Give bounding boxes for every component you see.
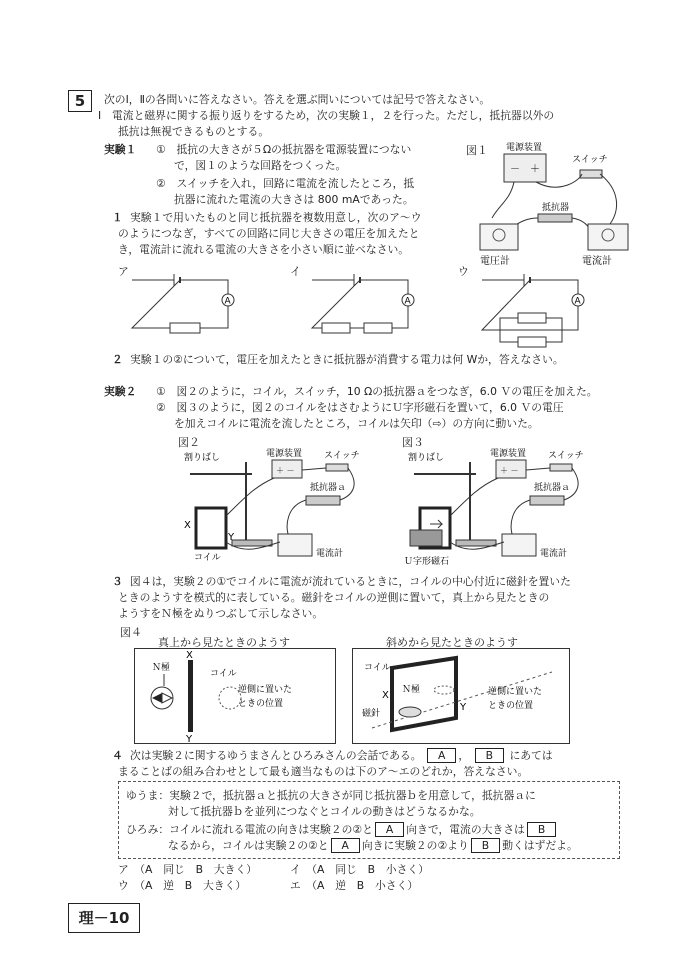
circuit-a-ammeter: A: [224, 296, 231, 307]
dialog-hiromi-l1a: ひろみ：コイルに流れる電流の向きは実験２の②と: [126, 823, 373, 836]
fig3-title: 図３: [402, 436, 424, 449]
fig4-top-y: Y: [186, 734, 193, 744]
dialog-hiromi-l1b: 向きで，電流の大きさは: [406, 823, 525, 836]
dialog-hiromi-line2: [168, 838, 578, 853]
q1-line3: き，電流計に流れる電流の大きさを小さい順に並べなさい。: [118, 243, 410, 256]
circuit-a: [120, 268, 240, 338]
page-footer: 理－10: [68, 903, 140, 933]
fig4-side-opposite-l2: ときの位置: [488, 701, 534, 711]
question-number: 5: [68, 90, 92, 112]
fig4-top-coil: コイル: [210, 669, 237, 679]
svg-text:＋ －: ＋ －: [276, 466, 295, 475]
dialog-box-b2: B: [471, 838, 500, 853]
choice-e: エ （A 逆 B 小さく）: [290, 879, 419, 892]
q3-line1: 図４は，実験２の①でコイルに電流が流れているときに，コイルの中心付近に磁針を置いた: [130, 575, 571, 588]
fig1-circuit: [470, 140, 640, 270]
choice-i: イ （A 同じ B 小さく）: [290, 863, 429, 876]
exp1-step2-line1: ② スイッチを入れ，回路に電流を流したところ，抵: [156, 177, 415, 190]
circuit-a-label: ア: [118, 265, 129, 278]
fig4-side-npole: Ｎ極: [402, 685, 421, 695]
circuit-i: [300, 268, 420, 338]
fig4-side-caption: 斜めから見たときのようす: [386, 636, 518, 649]
exp1-step1-line2: で，図１のような回路をつくった。: [174, 159, 347, 172]
choice-a: ア （A 同じ B 大きく）: [118, 863, 257, 876]
fig2-clip-label: 割りばし: [184, 453, 221, 463]
circuit-i-label: イ: [290, 265, 301, 278]
fig4-side-view: [352, 648, 570, 744]
fig2-power-label: 電源装置: [266, 449, 303, 459]
choice-u: ウ （A 逆 B 大きく）: [118, 879, 247, 892]
q3-number: ３: [112, 575, 123, 588]
fig4-top-caption: 真上から見たときのようす: [158, 636, 290, 649]
fig4-side-x: X: [382, 690, 389, 701]
dialog-box-a2: A: [331, 838, 360, 853]
fig3-clip-label: 割りばし: [408, 453, 445, 463]
exp2-step2-line1: ② 図３のように，図２のコイルをはさむようにＵ字形磁石を置いて，6.0 Ｖの電圧: [156, 401, 564, 414]
fig1-ammeter-label: 電流計: [582, 256, 612, 267]
dialog-yuma-line2: 対して抵抗器ｂを並列につなぐとコイルの動きはどうなるかな。: [168, 805, 481, 818]
fig4-side-opposite-l1: 逆側に置いた: [488, 687, 543, 697]
dialog-hiromi-l2b: 向きに実験２の②より: [361, 839, 469, 852]
fig1-plus: ＋: [530, 164, 540, 175]
dialog-hiromi-l2a: なるから，コイルは実験２の②と: [168, 839, 329, 852]
dialog-hiromi-line1: [126, 822, 558, 837]
fig4-top-view: [134, 648, 336, 744]
exp1-step1-line1: ① 抵抗の大きさが５Ωの抵抗器を電源装置につない: [156, 143, 412, 156]
fig2-x: X: [184, 520, 191, 531]
fig1-voltmeter-label: 電圧計: [480, 256, 510, 267]
fig3-apparatus: [400, 446, 600, 570]
fig4-top-npole: Ｎ極: [152, 663, 171, 673]
fig4-top-x: X: [186, 650, 193, 661]
fig2-y: Y: [228, 532, 235, 543]
fig1-voltmeter: [480, 224, 518, 250]
part1-line2: 抵抗は無視できるものとする。: [118, 125, 270, 138]
fig1-title: 図１: [466, 144, 488, 157]
fig3-ammeter-label: 電流計: [540, 549, 568, 559]
fig1-wire1: [492, 182, 514, 218]
q4-line1: [130, 748, 553, 763]
fig2-ammeter-label: 電流計: [316, 549, 344, 559]
dialog-hiromi-l2c: 動くはずだよ。: [502, 839, 578, 852]
q4-line1-end: にあては: [509, 749, 553, 762]
q1-line1: 実験１で用いたものと同じ抵抗器を複数用意し，次のア～ウ: [130, 211, 422, 224]
q4-number: ４: [112, 749, 123, 762]
q3-line3: ようすをＮ極をぬりつぶして示しなさい。: [118, 607, 324, 620]
fig1-power-label: 電源装置: [506, 143, 543, 153]
fig1-resistor-label: 抵抗器: [542, 203, 570, 213]
circuit-i-ammeter: A: [404, 296, 411, 307]
fig3-u-magnet: [410, 530, 442, 546]
svg-text:＋ －: ＋ －: [500, 466, 519, 475]
dialog-box-a1: A: [375, 822, 404, 837]
fig1-ammeter: [588, 224, 628, 250]
q4-box-a: A: [427, 748, 456, 763]
q2-number: ２: [112, 353, 123, 366]
fig4-side-compass-label: 磁針: [362, 709, 381, 719]
circuit-u: [470, 268, 590, 348]
fig4-top-opposite-l2: ときの位置: [238, 699, 284, 709]
fig3-power-label: 電源装置: [490, 449, 527, 459]
fig1-minus: －: [510, 164, 520, 175]
fig3-arrow: [430, 520, 442, 528]
q3-line2: ときのようすを模式的に表している。磁針をコイルの逆側に置いて，真上から見たときの: [118, 591, 550, 604]
fig1-switch-label: スイッチ: [572, 155, 608, 165]
intro-text: 次のⅠ，Ⅱの各問いに答えなさい。答えを選ぶ問いについては記号で答えなさい。: [104, 93, 491, 106]
fig4-top-opposite-l1: 逆側に置いた: [238, 685, 293, 695]
q1-line2: のようにつなぎ，すべての回路に同じ大きさの電圧を加えたと: [118, 227, 420, 240]
fig2-switch-label: スイッチ: [324, 451, 360, 461]
circuit-u-ammeter: A: [574, 296, 581, 307]
dialog-box-b1: B: [527, 822, 556, 837]
fig4-title: 図４: [120, 626, 142, 639]
exp2-step2-line2: を加えコイルに電流を流したところ，コイルは矢印（⇨）の方向に動いた。: [174, 417, 539, 430]
circuit-u-label: ウ: [458, 265, 469, 278]
fig2-apparatus: [176, 446, 376, 570]
dialog-yuma-line1: ゆうま：実験２で，抵抗器ａと抵抗の大きさが同じ抵抗器ｂを用意して，抵抗器ａに: [126, 789, 536, 802]
q4-line1-text: 次は実験２に関するゆうまさんとひろみさんの会話である。: [130, 749, 422, 762]
q2-text: 実験１の②について，電圧を加えたときに抵抗器が消費する電力は何 Wか，答えなさい。: [130, 353, 564, 366]
exp2-label: 実験２: [104, 385, 137, 398]
fig1-wire3: [600, 174, 617, 224]
fig2-resistor-label: 抵抗器ａ: [310, 483, 347, 493]
part1-line1: Ⅰ 電流と磁界に関する振り返りをするため，次の実験１，２を行った。ただし，抵抗器以外の: [98, 109, 555, 122]
exp2-step1: ① 図２のように，コイル，スイッチ，10 Ωの抵抗器ａをつなぎ，6.0 Ｖの電圧を加えた。: [156, 385, 598, 398]
q4-box-b: B: [475, 748, 504, 763]
fig2-title: 図２: [178, 436, 200, 449]
fig2-coil: [196, 508, 226, 548]
fig3-magnet-label: Ｕ字形磁石: [404, 557, 450, 567]
fig4-side-coil-label: コイル: [364, 663, 391, 673]
exp1-step2-line2: 抗器に流れた電流の大きさは 800 mAであった。: [174, 193, 414, 206]
fig3-switch-label: スイッチ: [548, 451, 584, 461]
q1-number: １: [112, 211, 123, 224]
fig1-resistor: [538, 214, 572, 222]
q4-line2: まることばの組み合わせとして最も適当なものは下のア～エのどれか，答えなさい。: [118, 765, 529, 778]
exp1-label: 実験１: [104, 143, 137, 156]
q4-comma: ，: [458, 749, 470, 762]
fig3-resistor-label: 抵抗器ａ: [534, 483, 571, 493]
fig2-coil-label: コイル: [194, 553, 221, 563]
fig4-side-y: Y: [460, 702, 467, 713]
fig1-switch: [580, 170, 602, 178]
